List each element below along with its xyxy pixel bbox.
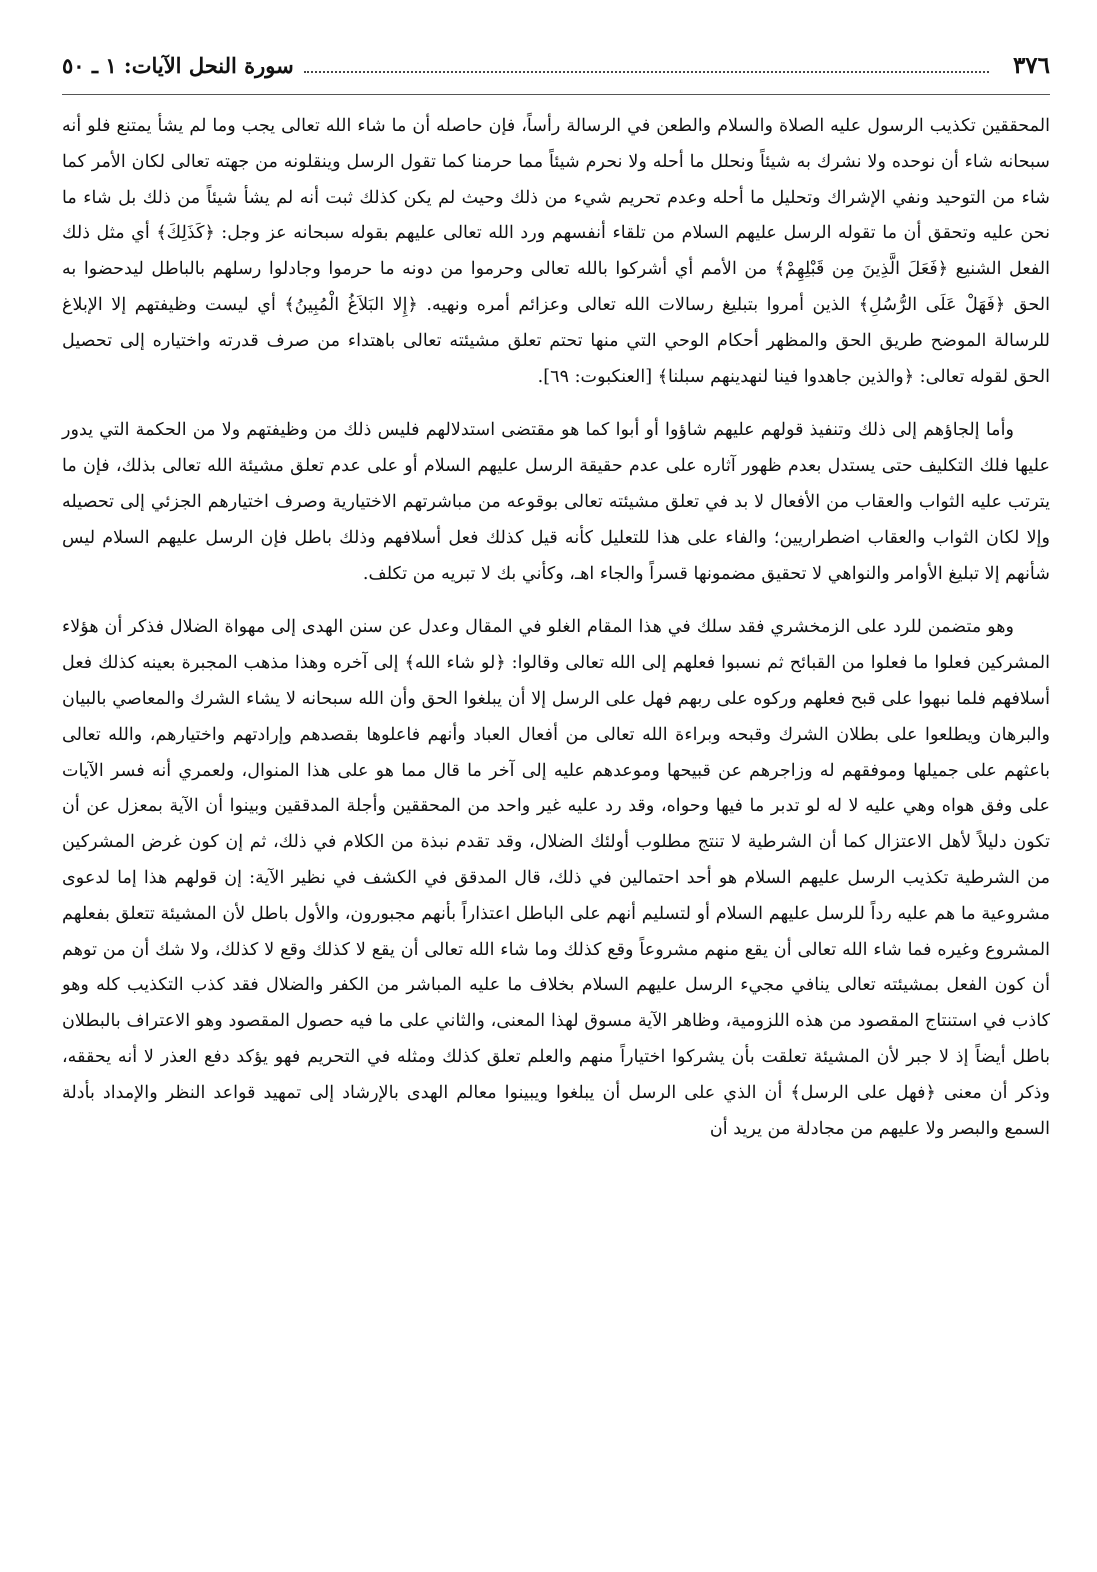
paragraph-1: المحققين تكذيب الرسول عليه الصلاة والسلام والطعن في الرسالة رأساً، فإن حاصله أن ما شاء الله تعالى يجب وما لم يشأ يمتنع فلو أنه سبحانه شاء أن نوحده ولا نشرك به شيئاً ونحلل ما أحله ولا نحرم شيئاً مما حرمنا كما تقول الرسل وينقلونه من جهته تعالى لكان الأمر كما شاء من التوحيد ونفي الإشراك وتحليل ما أحله وعدم تحريم شيء من ذلك وحيث لم يكن كذلك ثبت أنه لم يشأ شيئاً من ذلك بل شاء ما نحن عليه وتحقق أن ما تقوله الرسل عليهم السلام من تلقاء أنفسهم ورد الله تعالى عليهم بقوله سبحانه عز وجل: ﴿كَذَلِكَ﴾ أي مثل ذلك الفعل الشنيع ﴿فَعَلَ الَّذِينَ مِن قَبْلِهِمْ﴾ من الأمم أي أشركوا بالله تعالى وحرموا من دونه ما حرموا وجادلوا رسلهم بالباطل ليدحضوا به الحق ﴿فَهَلْ عَلَى الرُّسُلِ﴾ الذين أمروا بتبليغ رسالات الله تعالى وعزائم أمره ونهيه. ﴿إِلا البَلاَغُ الْمُبِينُ﴾ أي ليست وظيفتهم إلا الإبلاغ للرسالة الموضح طريق الحق والمظهر أحكام الوحي التي منها تحتم تعلق مشيئته تعالى باهتداء من صرف قدرته واختياره إلى تحصيل الحق لقوله تعالى: ﴿والذين جاهدوا فينا لنهدينهم سبلنا﴾ [العنكبوت: ٦٩].: [62, 116, 1050, 387]
paragraph-2: وأما إلجاؤهم إلى ذلك وتنفيذ قولهم عليهم شاؤوا أو أبوا كما هو مقتضى استدلالهم فليس ذلك من وظيفتهم ولا من الحكمة التي يدور عليها فلك التكليف حتى يستدل بعدم ظهور آثاره على عدم حقيقة الرسل عليهم السلام أو على عدم تعلق مشيئة الله تعالى بذلك، فإن ما يترتب عليه الثواب والعقاب من الأفعال لا بد في تعلق مشيئته تعالى بوقوعه من مباشرتهم الاختيارية وصرف اختيارهم الجزئي إلى تحصيله وإلا لكان الثواب والعقاب اضطراريين؛ والفاء على هذا للتعليل كأنه قيل كذلك فعل أسلافهم وذلك باطل فإن الرسل عليهم السلام ليس شأنهم إلا تبليغ الأوامر والنواهي لا تحقيق مضمونها قسراً والجاء اهـ، وكأني بك لا تبريه من تكلف.: [62, 420, 1050, 584]
book-page: [62, 52, 1050, 1552]
page-body: [62, 109, 1050, 1147]
paragraph-3: وهو متضمن للرد على الزمخشري فقد سلك في هذا المقام الغلو في المقال وعدل عن سنن الهدى إلى مهواة الضلال فذكر أن هؤلاء المشركين فعلوا ما فعلوا من القبائح ثم نسبوا فعلهم إلى الله تعالى وقالوا: ﴿لو شاء الله﴾ إلى آخره وهذا مذهب المجبرة بعينه كذلك فعل أسلافهم فلما نبهوا على قبح فعلهم وركوه على ربهم فهل على الرسل إلا أن يبلغوا الحق وأن الله سبحانه لا يشاء الشرك والمعاصي بالبيان والبرهان ويطلعوا على بطلان الشرك وقبحه وبراءة الله تعالى من أفعال العباد وأنهم فاعلوها بقصدهم وإرادتهم واختيارهم، والله تعالى باعثهم على جميلها وموفقهم له وزاجرهم عن قبيحها وموعدهم عليه إلى آخر ما قال مما هو على هذا المنوال، ولعمري أنه فسر الآيات على وفق هواه وهي عليه لا له لو تدبر ما فيها وحواه، وقد رد عليه غير واحد من المحققين وأجلة المدققين وبينوا أن الآية بمعزل عن أن تكون دليلاً لأهل الاعتزال كما أن الشرطية لا تنتج مطلوب أولئك الضلال، وقد تقدم نبذة من الكلام في ذلك، ثم إن كون غرض المشركين من الشرطية تكذيب الرسل عليهم السلام هو أحد احتمالين في ذلك، قال المدقق في الكشف في نظير الآية: إن قولهم هذا إما لدعوى مشروعية ما هم عليه رداً للرسل عليهم السلام أو لتسليم أنهم على الباطل اعتذاراً بأنهم مجبورون، والأول باطل لأن المشيئة تتعلق بفعلهم المشروع وغيره فما شاء الله تعالى أن يقع منهم مشروعاً وقع كذلك وما شاء الله تعالى أن يقع لا كذلك وقع لا كذلك، ولا شك أن من توهم أن كون الفعل بمشيئته تعالى ينافي مجيء الرسل عليهم السلام بخلاف ما عليه المباشر من الكفر والضلال فقد كذب التكذيب كله وهو كاذب في استنتاج المقصود من هذه اللزومية، وظاهر الآية مسوق لهذا المعنى، والثاني على ما فيه حصول المقصود وهو الاعتراف بالبطلان باطل أيضاً إذ لا جبر لأن المشيئة تعلقت بأن يشركوا اختياراً منهم والعلم تعلق كذلك ومثله في التحريم فهو يؤكد دفع العذر لا أنه يحققه، وذكر أن معنى ﴿فهل على الرسل﴾ أن الذي على الرسل أن يبلغوا ويبينوا معالم الهدى بالإرشاد إلى تمهيد قواعد النظر والإمداد بأدلة السمع والبصر ولا عليهم من مجادلة من يريد أن: [62, 617, 1050, 1139]
running-header: [62, 52, 1050, 95]
page-number: ٣٧٦: [1012, 52, 1050, 79]
dotted-leader: [304, 71, 989, 73]
running-title: سورة النحل الآيات: ١ ـ ٥٠: [62, 53, 294, 78]
